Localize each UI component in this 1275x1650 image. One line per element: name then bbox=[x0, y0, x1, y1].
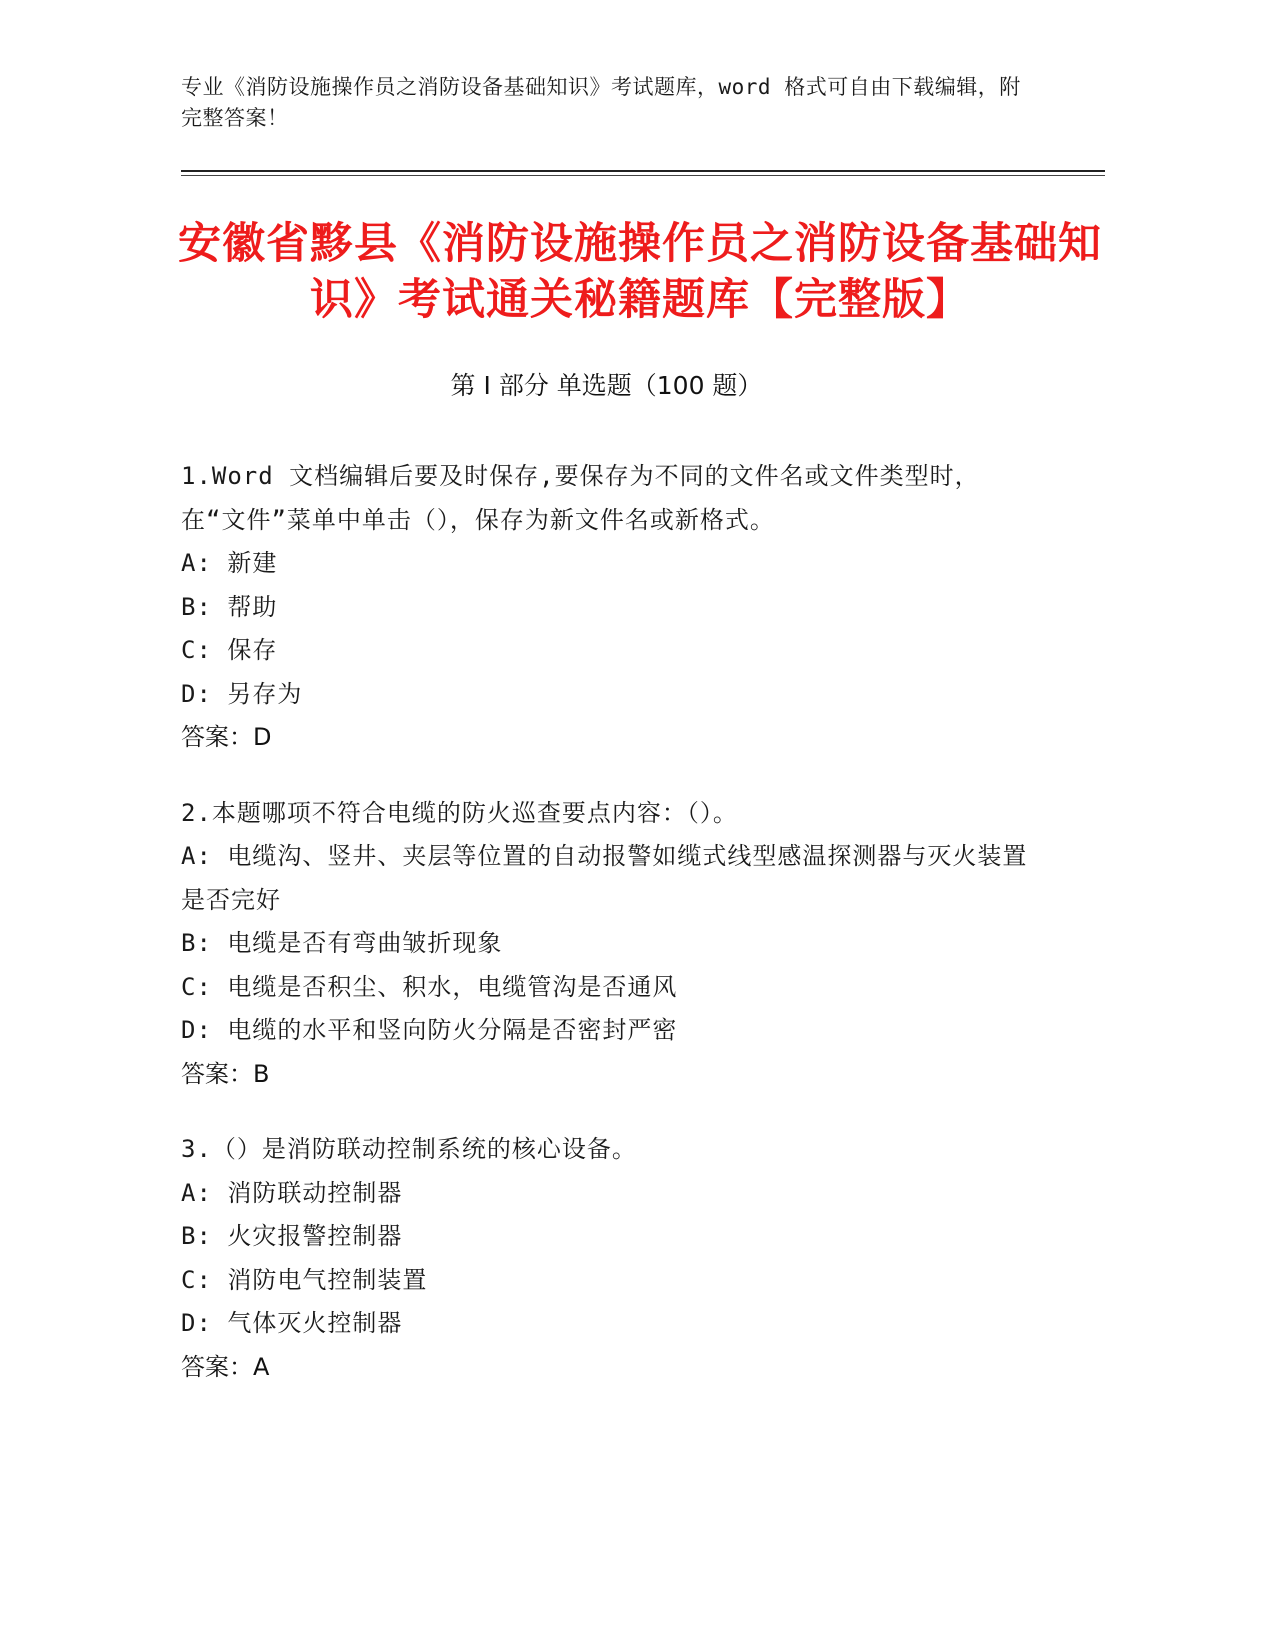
document-title: 安徽省黟县《消防设施操作员之消防设备基础知识》考试通关秘籍题库【完整版】 bbox=[178, 219, 1102, 325]
option-a: A: 消防联动控制器 bbox=[181, 1178, 403, 1207]
option-d: D: 气体灭火控制器 bbox=[181, 1309, 403, 1337]
option-a: A: 电缆沟、竖井、夹层等位置的自动报警如缆式线型感温探测器与灭火装置是否完好 bbox=[181, 842, 1028, 914]
option-b: B: 帮助 bbox=[181, 592, 278, 621]
option-b: B: 火灾报警控制器 bbox=[181, 1222, 403, 1250]
question-stem: 1.Word 文档编辑后要及时保存,要保存为不同的文件名或文件类型时，在“文件”菜单中单击（），保存为新文件名或新格式。 bbox=[181, 462, 980, 534]
header-divider-thick bbox=[181, 170, 1105, 172]
header-divider-thin bbox=[181, 175, 1105, 176]
question-3 bbox=[181, 1128, 1041, 1389]
option-c: C: 电缆是否积尘、积水，电缆管沟是否通风 bbox=[181, 972, 678, 1001]
option-c: C: 保存 bbox=[181, 636, 278, 664]
question-2 bbox=[181, 792, 1041, 1097]
answer: 答案：D bbox=[181, 723, 272, 751]
question-stem: 2.本题哪项不符合电缆的防火巡查要点内容：（）。 bbox=[181, 798, 738, 827]
question-stem: 3.（）是消防联动控制系统的核心设备。 bbox=[181, 1135, 637, 1163]
question-list bbox=[181, 455, 1041, 1421]
answer: 答案：B bbox=[181, 1059, 270, 1088]
section-title: 第 I 部分 单选题（100 题） bbox=[450, 371, 763, 400]
option-a: A: 新建 bbox=[181, 549, 278, 577]
option-d: D: 另存为 bbox=[181, 679, 303, 708]
question-1 bbox=[181, 455, 1041, 760]
option-b: B: 电缆是否有弯曲皱折现象 bbox=[181, 929, 503, 957]
answer: 答案：A bbox=[181, 1352, 270, 1381]
option-d: D: 电缆的水平和竖向防火分隔是否密封严密 bbox=[181, 1016, 678, 1044]
option-c: C: 消防电气控制装置 bbox=[181, 1265, 428, 1294]
header-note: 专业《消防设施操作员之消防设备基础知识》考试题库，word 格式可自由下载编辑，附完整答案！ bbox=[181, 75, 1021, 130]
